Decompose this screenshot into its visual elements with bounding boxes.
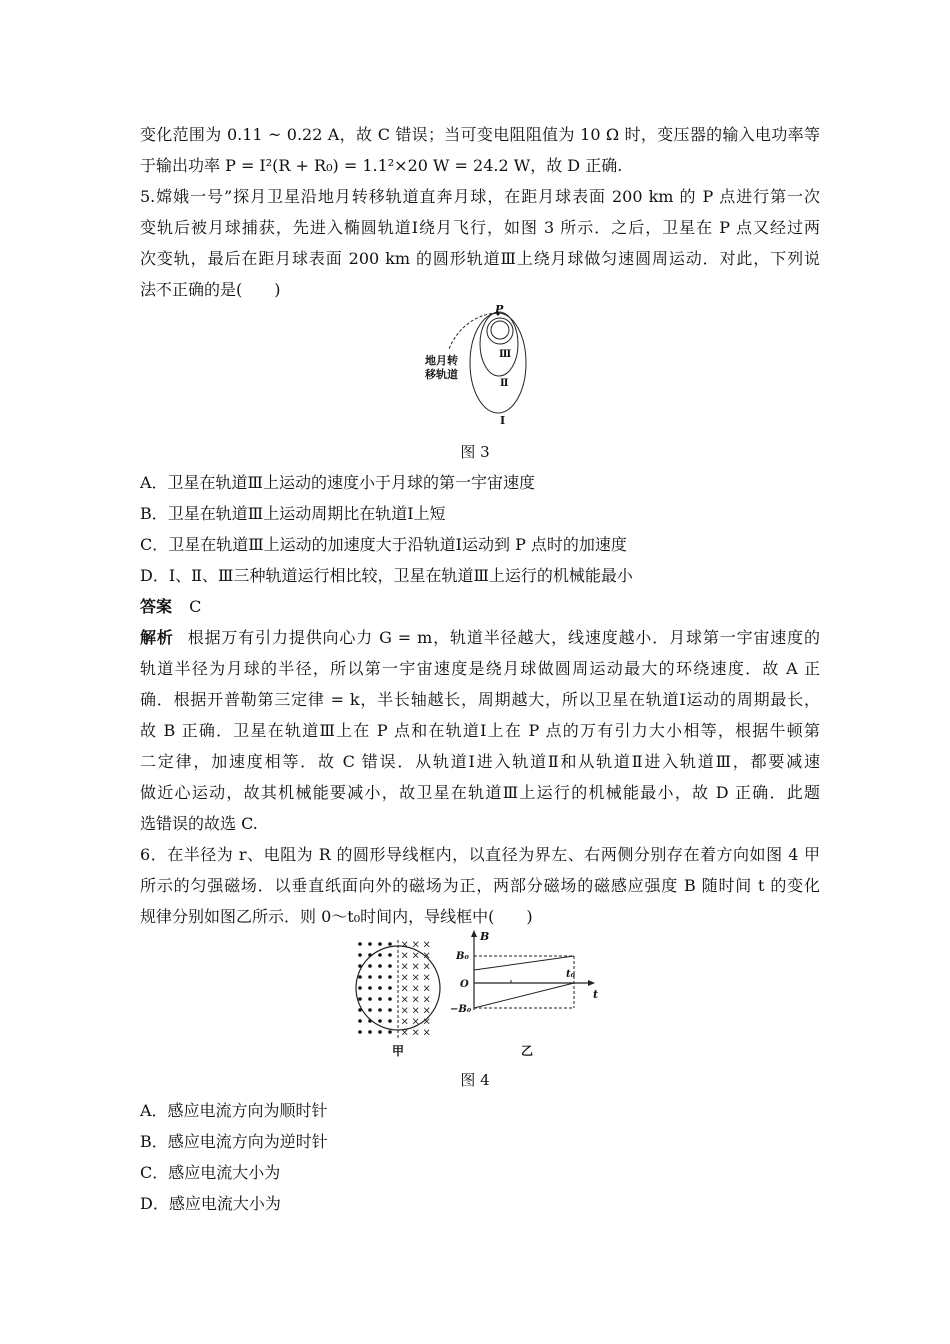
- answer-value: C: [189, 597, 202, 616]
- transfer-label-2: 移轨道: [425, 368, 458, 381]
- field-in-cross: ×: [400, 1005, 409, 1017]
- orbit-2-label: Ⅱ: [500, 378, 509, 389]
- q5-option-d: D．Ⅰ、Ⅱ、Ⅲ三种轨道运行相比较，卫星在轨道Ⅲ上运行的机械能最小: [140, 566, 633, 585]
- field-out-dot: [368, 975, 372, 979]
- field-out-dot: [378, 942, 382, 946]
- q6-stem-line-1: 6．在半径为 r、电阻为 R 的圆形导线框内，以直径为界左、右两侧分别存在着方向如图 4 甲: [140, 845, 820, 864]
- analysis-line-2: 轨道半径为月球的半径，所以第一宇宙速度是绕月球做圆周运动最大的环绕速度．故 A 正: [140, 659, 820, 678]
- field-in-cross: ×: [422, 1016, 431, 1028]
- field-in-cross: ×: [411, 983, 420, 995]
- transfer-label-1: 地月转: [425, 354, 458, 367]
- field-in-cross: ×: [400, 939, 409, 951]
- analysis-line-4: 故 B 正确．卫星在轨道Ⅲ上在 P 点和在轨道Ⅰ上在 P 点的万有引力大小相等，根据牛顿第: [140, 721, 820, 740]
- q6-stem-line-2: 所示的匀强磁场．以垂直纸面向外的磁场为正，两部分磁场的磁感应强度 B 随时间 t 的变化: [140, 876, 820, 895]
- field-out-dot: [368, 997, 372, 1001]
- field-in-cross: ×: [411, 961, 420, 973]
- answer-label: 答案: [140, 597, 173, 616]
- q5-stem-line-1: 5.嫦娥一号”探月卫星沿地月转移轨道直奔月球，在距月球表面 200 km 的 P 点进行第一次: [140, 187, 820, 206]
- field-in-cross: ×: [422, 983, 431, 995]
- field-out-dot: [378, 1008, 382, 1012]
- field-in-cross: ×: [411, 1016, 420, 1028]
- q5-answer-row: [140, 597, 820, 617]
- field-in-cross: ×: [400, 1027, 409, 1039]
- field-out-dot: [358, 986, 362, 990]
- field-in-cross: ×: [400, 950, 409, 962]
- b-axis-arrow: [471, 930, 477, 937]
- field-out-dot: [358, 975, 362, 979]
- figure-4-left-label: 甲: [392, 1044, 405, 1058]
- field-in-cross: ×: [411, 994, 420, 1006]
- field-in-cross: ×: [422, 1005, 431, 1017]
- field-out-dot: [358, 953, 362, 957]
- field-in-cross: ×: [422, 994, 431, 1006]
- t0-label: t₀: [566, 969, 575, 980]
- field-in-cross: ×: [422, 961, 431, 973]
- q6-option-d: D．感应电流大小为: [140, 1194, 281, 1213]
- field-out-dot: [378, 953, 382, 957]
- figure-4-caption: 图 4: [460, 1071, 490, 1089]
- figure-3-orbits: [415, 304, 555, 430]
- figure-4-left-field: [352, 938, 444, 1062]
- point-p-label: P: [495, 304, 504, 316]
- field-out-dot: [368, 986, 372, 990]
- field-in-cross: ×: [411, 1027, 420, 1039]
- field-out-dot: [388, 1019, 392, 1023]
- field-out-dot: [388, 1008, 392, 1012]
- figure-3-caption: 图 3: [460, 443, 490, 461]
- field-out-dot: [378, 986, 382, 990]
- b-axis-label: B: [480, 930, 490, 943]
- analysis-line-7: 选错误的故选 C.: [140, 814, 258, 833]
- moon-circle: [491, 321, 509, 339]
- analysis-label: 解析: [140, 628, 174, 647]
- analysis-line-6: 做近心运动，故其机械能要减小，故卫星在轨道Ⅲ上运行的机械能最小，故 D 正确．此题: [140, 783, 820, 802]
- field-out-dot: [388, 953, 392, 957]
- analysis-line-5: 二定律，加速度相等．故 C 错误．从轨道Ⅰ进入轨道Ⅱ和从轨道Ⅱ进入轨道Ⅲ，都要减速: [140, 752, 820, 771]
- field-out-dot: [388, 986, 392, 990]
- field-in-cross: ×: [422, 1027, 431, 1039]
- q6-option-c: C．感应电流大小为: [140, 1163, 281, 1182]
- analysis-text-1: 根据万有引力提供向心力 G = m，轨道半径越大，线速度越小．月球第一宇宙速度的: [187, 628, 820, 647]
- field-out-dot: [358, 1030, 362, 1034]
- analysis-line-3: 确．根据开普勒第三定律 = k，半长轴越长，周期越大，所以卫星在轨道Ⅰ运动的周期最长，: [140, 690, 820, 709]
- figure-4-right-label: 乙: [521, 1044, 534, 1058]
- orbit-3-label: Ⅲ: [499, 349, 512, 360]
- q5-option-a: A．卫星在轨道Ⅲ上运动的速度小于月球的第一宇宙速度: [140, 473, 535, 492]
- field-in-cross: ×: [411, 1005, 420, 1017]
- field-out-dot: [358, 997, 362, 1001]
- field-in-cross: ×: [400, 972, 409, 984]
- field-out-dot: [368, 1030, 372, 1034]
- origin-label: O: [460, 979, 469, 990]
- field-in-cross: ×: [422, 939, 431, 951]
- field-out-dot: [378, 964, 382, 968]
- q5-option-b: B．卫星在轨道Ⅲ上运动周期比在轨道Ⅰ上短: [140, 504, 446, 523]
- field-out-dot: [388, 1030, 392, 1034]
- transfer-orbit-path: [449, 313, 497, 349]
- b0-label: B₀: [456, 951, 469, 962]
- field-out-dot: [388, 997, 392, 1001]
- analysis-line-1: [140, 628, 820, 648]
- field-in-cross: ×: [422, 972, 431, 984]
- q6-option-b: B．感应电流方向为逆时针: [140, 1132, 328, 1151]
- field-out-dot: [358, 942, 362, 946]
- field-out-dot: [368, 1008, 372, 1012]
- field-out-dot: [388, 975, 392, 979]
- q6-stem-line-3: 规律分别如图乙所示．则 0～t₀时间内，导线框中( ): [140, 907, 533, 926]
- field-out-dot: [388, 942, 392, 946]
- field-out-dot: [378, 1019, 382, 1023]
- field-in-cross: ×: [400, 1016, 409, 1028]
- field-out-dot: [378, 997, 382, 1001]
- series-lower-line: [474, 983, 574, 1008]
- field-out-dot: [388, 964, 392, 968]
- field-out-dot: [358, 1019, 362, 1023]
- field-in-cross: ×: [411, 950, 420, 962]
- orbit-1-ellipse: [470, 313, 526, 413]
- orbit-1-label: Ⅰ: [500, 414, 506, 427]
- neg-b0-label: −B₀: [450, 1004, 472, 1015]
- series-upper-line: [474, 956, 574, 970]
- q5-stem-line-3: 次变轨，最后在距月球表面 200 km 的圆形轨道Ⅲ上绕月球做匀速圆周运动．对此，下列说: [140, 249, 820, 268]
- field-in-cross: ×: [400, 961, 409, 973]
- q6-option-a: A．感应电流方向为顺时针: [140, 1101, 328, 1120]
- field-in-cross: ×: [411, 972, 420, 984]
- field-out-dot: [378, 1030, 382, 1034]
- field-in-cross: ×: [411, 939, 420, 951]
- q5-stem-line-4: 法不正确的是( ): [140, 280, 281, 299]
- field-in-cross: ×: [400, 994, 409, 1006]
- field-out-dot: [368, 964, 372, 968]
- field-out-dot: [368, 942, 372, 946]
- field-in-cross: ×: [400, 983, 409, 995]
- field-in-cross: ×: [422, 950, 431, 962]
- field-out-dot: [378, 975, 382, 979]
- t-axis-label: t: [593, 988, 599, 1001]
- q5-option-c: C．卫星在轨道Ⅲ上运动的加速度大于沿轨道Ⅰ运动到 P 点时的加速度: [140, 535, 627, 554]
- figure-4-right-graph: [450, 928, 605, 1062]
- prev-solution-line-2: 于输出功率 P = I²(R + R₀) = 1.1²×20 W = 24.2 W，故 D 正确.: [140, 156, 623, 175]
- q5-stem-line-2: 变轨后被月球捕获，先进入椭圆轨道Ⅰ绕月飞行，如图 3 所示．之后，卫星在 P 点又经过两: [140, 218, 820, 237]
- prev-solution-line-1: 变化范围为 0.11 ~ 0.22 A，故 C 错误；当可变电阻阻值为 10 Ω 时，变压器的输入电功率等: [140, 125, 820, 144]
- t-axis-arrow: [588, 980, 595, 986]
